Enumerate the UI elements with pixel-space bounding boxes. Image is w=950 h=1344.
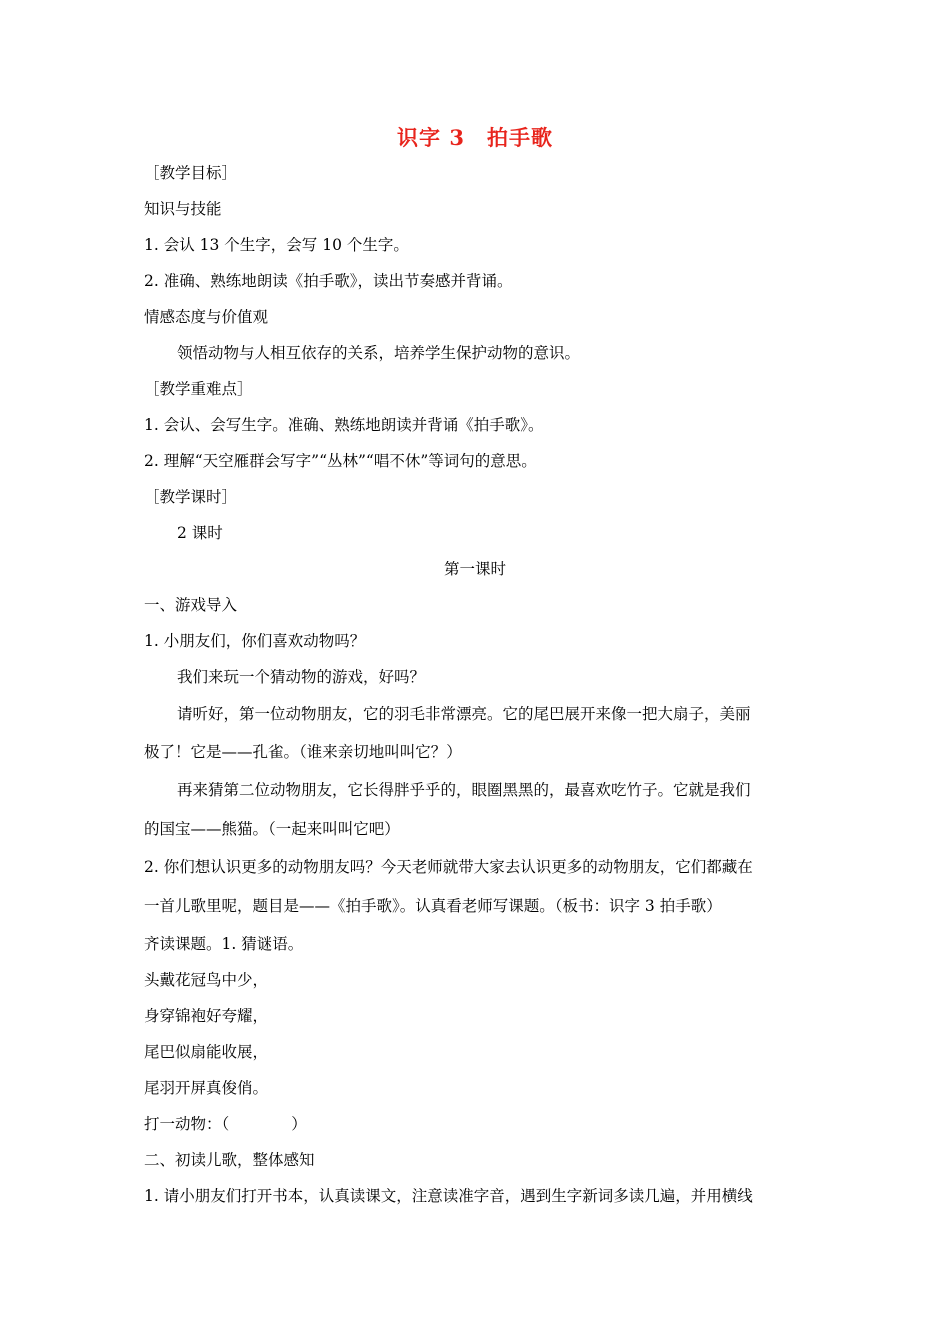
subheading-emotion-values: 情感态度与价值观 — [144, 308, 269, 326]
objective-item: 1. 会认 13 个生字，会写 10 个生字。 — [144, 236, 409, 254]
section-heading-key-points: ［教学重难点］ — [144, 380, 253, 398]
paragraph: 我们来玩一个猜动物的游戏，好吗？ — [177, 668, 426, 686]
paragraph: 1. 请小朋友们打开书本，认真读课文，注意读准字音，遇到生字新词多读几遍，并用横线 — [144, 1187, 753, 1205]
riddle-answer-prompt: 打一动物：（ ） — [144, 1115, 307, 1133]
section-heading-periods: ［教学课时］ — [144, 488, 238, 506]
step-heading: 一、游戏导入 — [144, 596, 238, 614]
paragraph: 2. 你们想认识更多的动物朋友吗？今天老师就带大家去认识更多的动物朋友，它们都藏在 — [144, 858, 753, 876]
key-point-item: 1. 会认、会写生字。准确、熟练地朗读并背诵《拍手歌》。 — [144, 416, 544, 434]
riddle-line: 身穿锦袍好夸耀， — [144, 1007, 269, 1025]
period-count: 2 课时 — [177, 524, 223, 542]
riddle-line: 尾羽开屏真俊俏。 — [144, 1079, 269, 1097]
key-point-item: 2. 理解“天空雁群会写字”“丛林”“唱不休”等词句的意思。 — [144, 452, 537, 470]
riddle-line: 尾巴似扇能收展， — [144, 1043, 269, 1061]
subheading-knowledge-skills: 知识与技能 — [144, 200, 222, 218]
paragraph: 1. 小朋友们，你们喜欢动物吗？ — [144, 632, 366, 650]
objective-item: 2. 准确、熟练地朗读《拍手歌》，读出节奏感并背诵。 — [144, 272, 513, 290]
paragraph: 请听好，第一位动物朋友，它的羽毛非常漂亮。它的尾巴展开来像一把大扇子，美丽 — [177, 705, 751, 723]
paragraph: 再来猜第二位动物朋友，它长得胖乎乎的，眼圈黑黑的，最喜欢吃竹子。它就是我们 — [177, 781, 751, 799]
paragraph: 齐读课题。1. 猜谜语。 — [144, 935, 304, 953]
section-heading-objectives: ［教学目标］ — [144, 164, 238, 182]
lesson-heading: 第一课时 — [443, 560, 506, 578]
document-title: 识字 3 拍手歌 — [397, 125, 553, 150]
step-heading: 二、初读儿歌，整体感知 — [144, 1151, 315, 1169]
paragraph: 的国宝——熊猫。（一起来叫叫它吧） — [144, 820, 400, 838]
paragraph: 一首儿歌里呢，题目是——《拍手歌》。认真看老师写课题。（板书：识字 3 拍手歌） — [144, 897, 722, 915]
paragraph: 极了！它是——孔雀。（谁来亲切地叫叫它？） — [144, 743, 462, 761]
paragraph: 领悟动物与人相互依存的关系，培养学生保护动物的意识。 — [177, 344, 581, 362]
riddle-line: 头戴花冠鸟中少， — [144, 971, 269, 989]
